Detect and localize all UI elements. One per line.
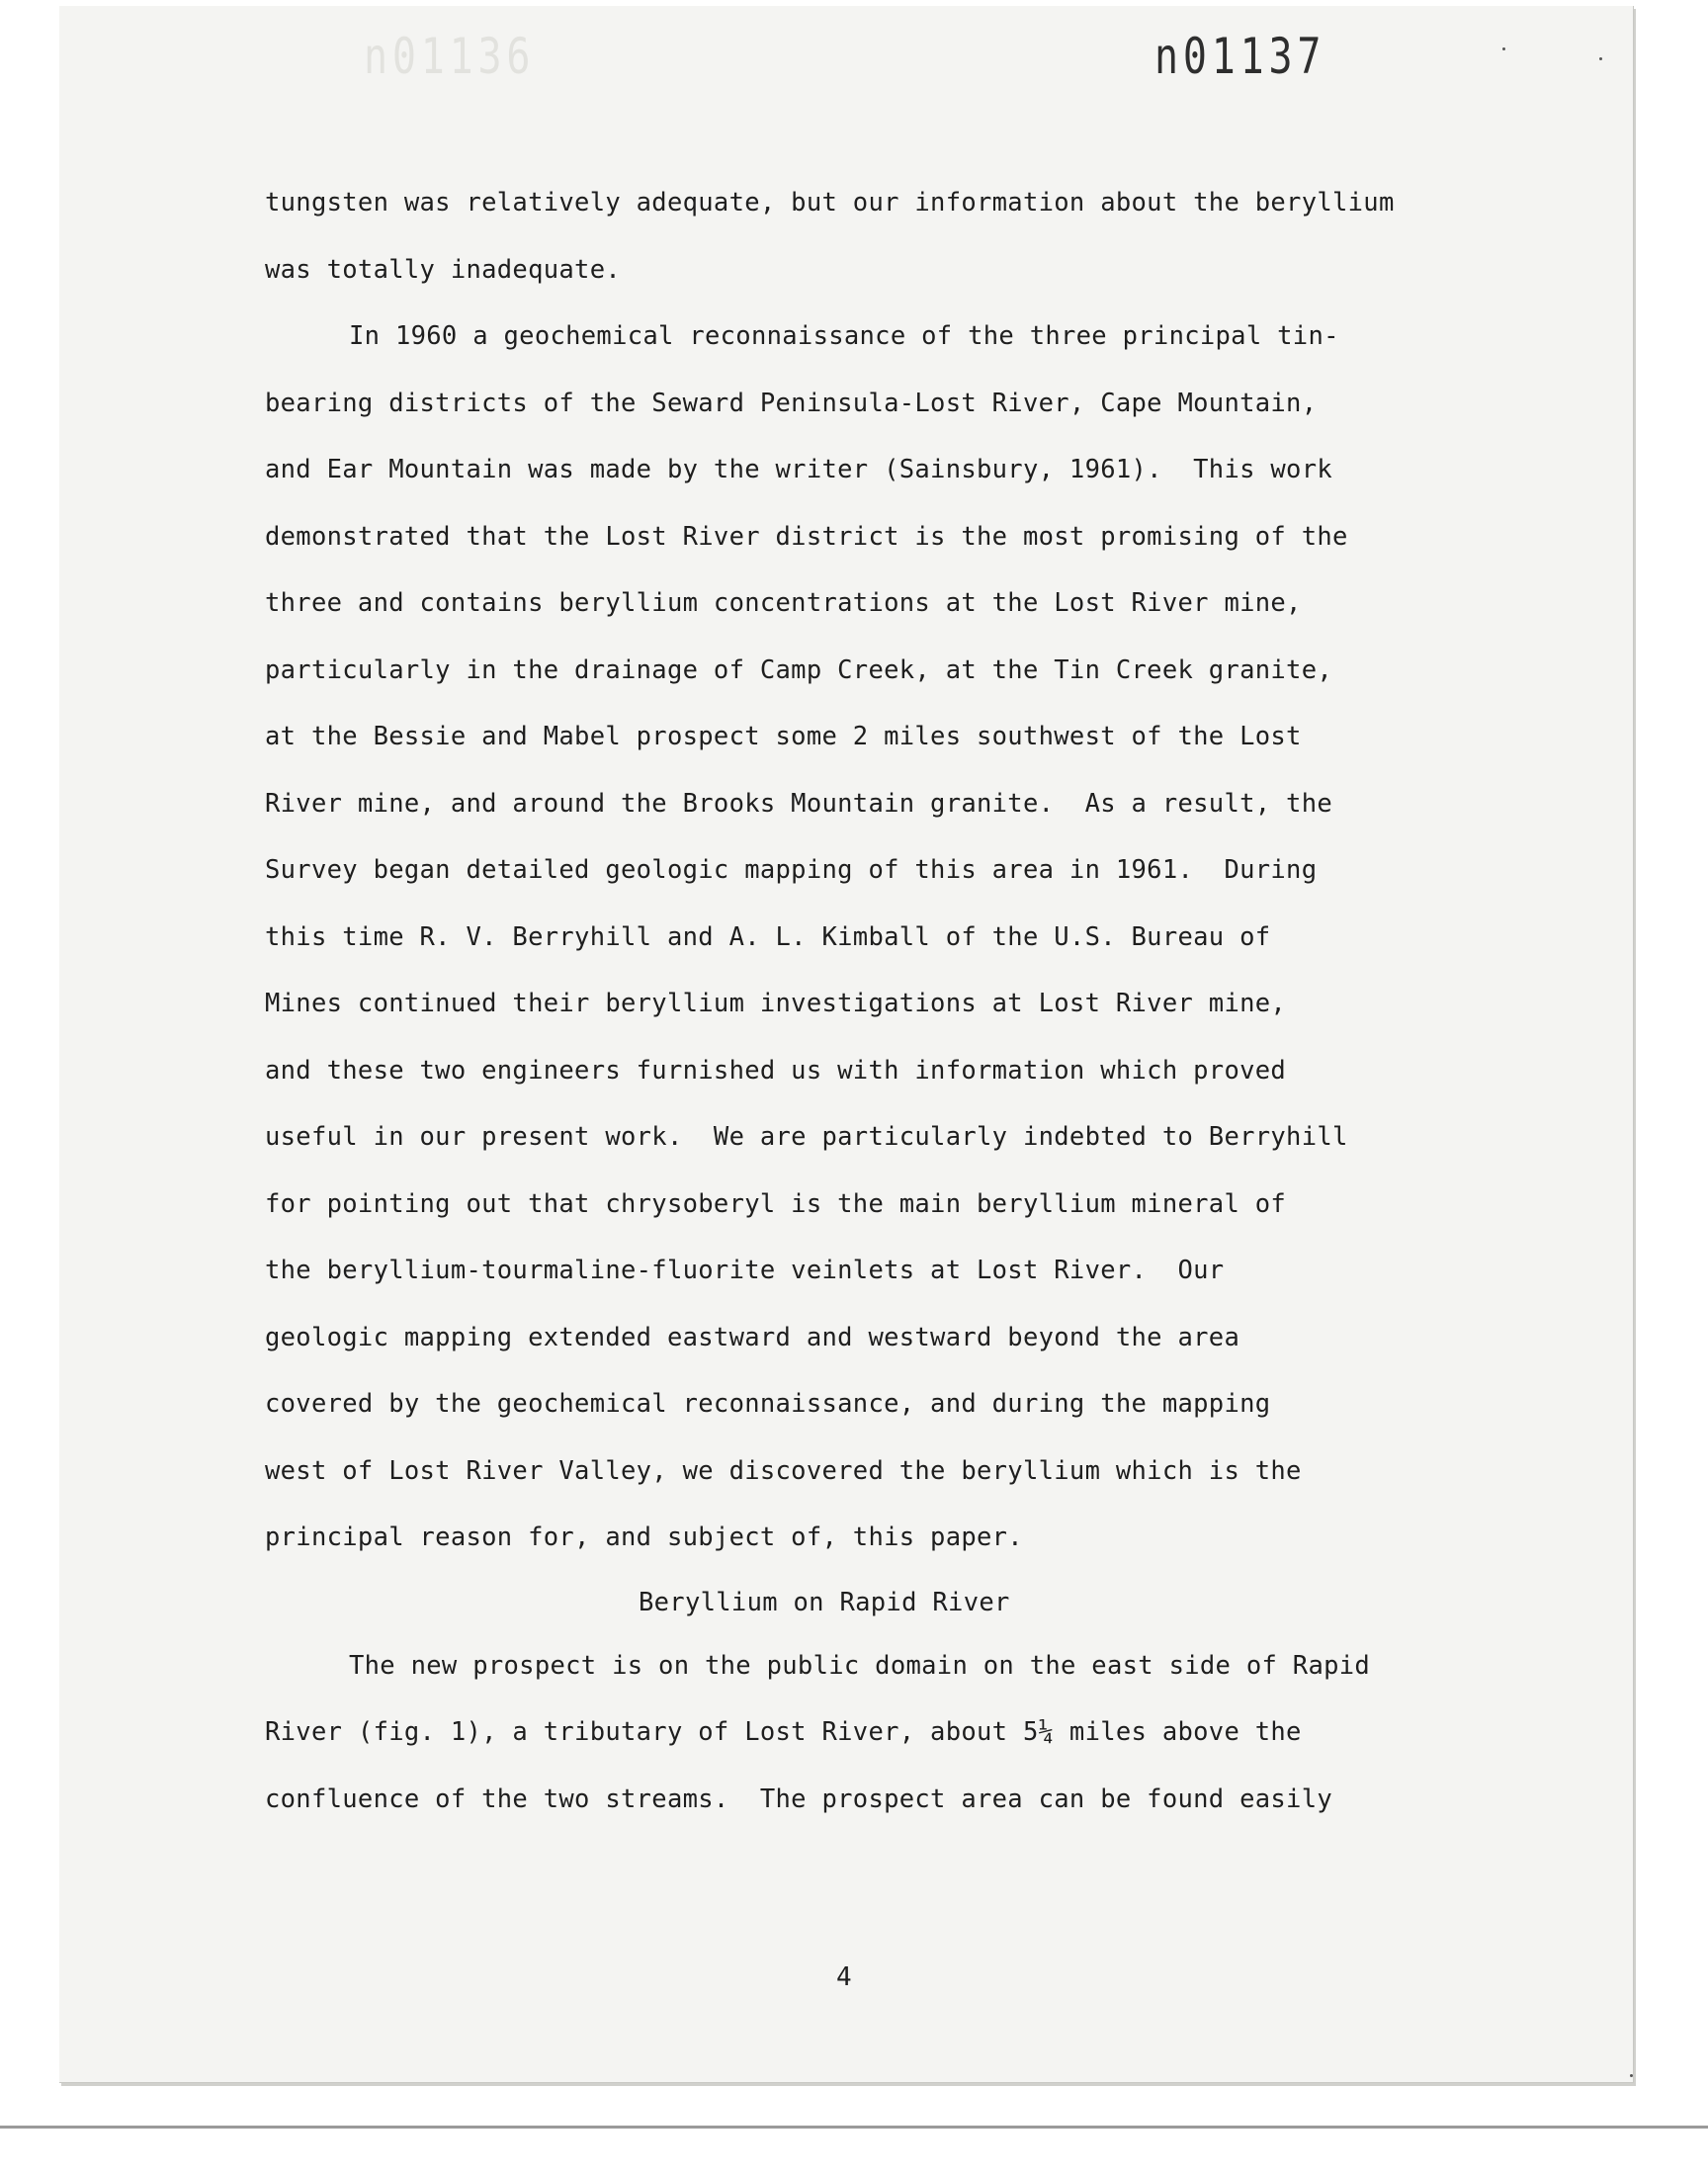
scan-edge-rule bbox=[0, 2126, 1708, 2129]
text-line: west of Lost River Valley, we discovered the beryllium which is the bbox=[265, 1455, 1302, 1486]
text-line: River (fig. 1), a tributary of Lost River, about 5¼ miles above the bbox=[265, 1717, 1302, 1747]
text-line: geologic mapping extended eastward and westward beyond the area bbox=[265, 1322, 1240, 1352]
text-line: confluence of the two streams. The prospect area can be found easily bbox=[265, 1784, 1333, 1814]
paragraph-1 bbox=[265, 170, 1491, 304]
text-line: for pointing out that chrysoberyl is the main beryllium mineral of bbox=[265, 1188, 1287, 1219]
paragraph-3 bbox=[265, 1633, 1491, 1834]
text-line: the beryllium-tourmaline-fluorite veinlets at Lost River. Our bbox=[265, 1256, 1225, 1285]
text-line: Survey began detailed geologic mapping of this area in 1961. During bbox=[265, 855, 1318, 885]
bleed-through-stamp: n01136 bbox=[364, 28, 536, 85]
text-line: The new prospect is on the public domain on the east side of Rapid bbox=[349, 1650, 1371, 1681]
text-line: In 1960 a geochemical reconnaissance of the three principal tin- bbox=[349, 321, 1339, 351]
text-line: this time R. V. Berryhill and A. L. Kimball of the U.S. Bureau of bbox=[265, 921, 1271, 952]
text-line: River mine, and around the Brooks Mountain granite. As a result, the bbox=[265, 788, 1333, 819]
text-line: particularly in the drainage of Camp Creek, at the Tin Creek granite, bbox=[265, 654, 1333, 685]
text-line: at the Bessie and Mabel prospect some 2 miles southwest of the Lost bbox=[265, 722, 1302, 751]
scan-speck bbox=[1599, 57, 1602, 60]
paragraph-2 bbox=[265, 304, 1491, 1572]
text-line: demonstrated that the Lost River district is the most promising of the bbox=[265, 521, 1348, 552]
text-line: principal reason for, and subject of, this paper. bbox=[265, 1522, 1023, 1552]
section-heading: Beryllium on Rapid River bbox=[639, 1587, 1010, 1617]
body-text bbox=[265, 170, 1491, 1833]
text-line: bearing districts of the Seward Peninsula-Lost River, Cape Mountain, bbox=[265, 388, 1318, 418]
scan-speck bbox=[1502, 47, 1505, 50]
page-number: 4 bbox=[836, 1962, 852, 1992]
scan-speck bbox=[1630, 2074, 1633, 2077]
text-line: covered by the geochemical reconnaissance, and during the mapping bbox=[265, 1389, 1271, 1419]
text-line: tungsten was relatively adequate, but our information about the beryllium bbox=[265, 188, 1395, 218]
document-stamp-number: n01137 bbox=[1154, 28, 1326, 85]
text-line: Mines continued their beryllium investigations at Lost River mine, bbox=[265, 989, 1287, 1018]
text-line: useful in our present work. We are particularly indebted to Berryhill bbox=[265, 1122, 1348, 1152]
text-line: was totally inadequate. bbox=[265, 254, 622, 285]
text-line: three and contains beryllium concentrations at the Lost River mine, bbox=[265, 588, 1302, 618]
text-line: and Ear Mountain was made by the writer (Sainsbury, 1961). This work bbox=[265, 455, 1333, 484]
text-line: and these two engineers furnished us with information which proved bbox=[265, 1055, 1287, 1086]
